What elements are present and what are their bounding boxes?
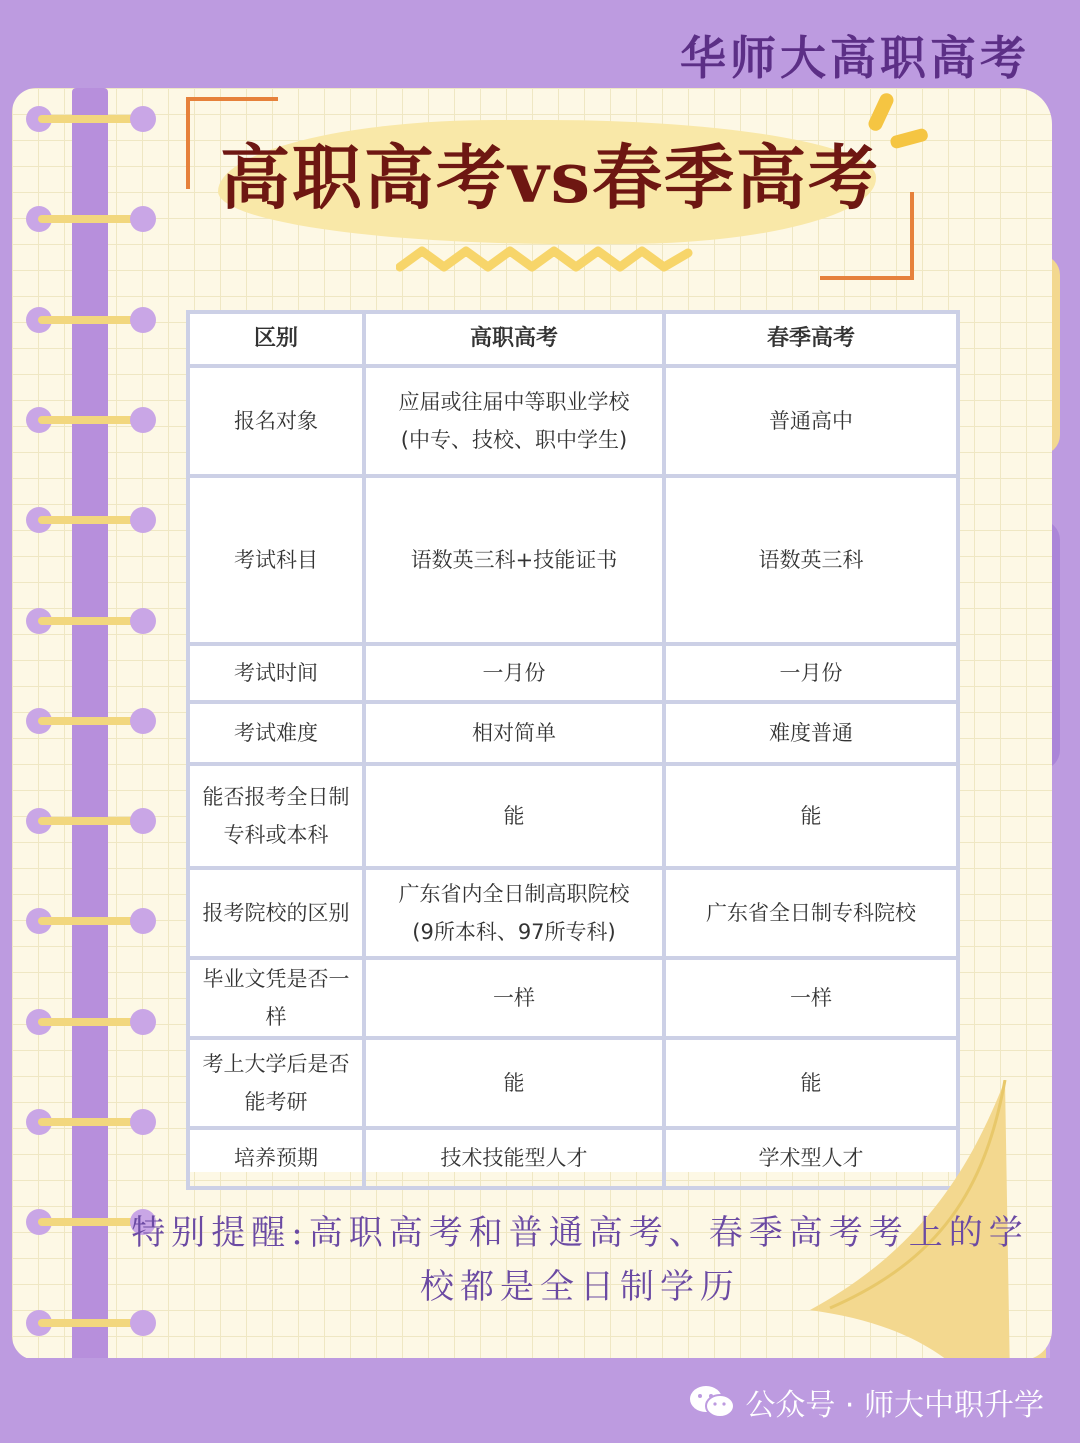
row-label: 报考院校的区别 [188,868,364,958]
row-label: 考上大学后是否能考研 [188,1038,364,1128]
row-label: 考试时间 [188,644,364,702]
table-body [188,366,958,1188]
table-row [188,366,958,476]
binder-ring [26,908,156,934]
cell-vocational [364,958,664,1038]
binder-ring [26,708,156,734]
cell-text: 广东省内全日制高职院校 [398,882,630,906]
header-spring-exam: 春季高考 [664,312,958,366]
cell-text: 能 [800,1071,822,1095]
row-label: 培养预期 [188,1128,364,1188]
table-header-row [188,312,958,366]
corner-line-top [188,97,278,101]
cell-text: 能 [503,1071,525,1095]
comparison-table [186,310,960,1190]
cell-spring [664,476,958,644]
zigzag-decoration [396,243,696,275]
sparkle-icon [862,86,932,166]
cell-vocational [364,644,664,702]
table-row [188,868,958,958]
footer-text: 公众号 · 师大中职升学 [745,1388,1044,1423]
table-row [188,702,958,764]
binder-ring [26,106,156,132]
binder-ring [26,808,156,834]
page-title: 高职高考vs春季高考 [219,136,881,219]
binder-ring [26,507,156,533]
binder-ring [26,206,156,232]
special-reminder: 特别提醒:高职高考和普通高考、春季高考考上的学校都是全日制学历 [131,1213,1029,1307]
corner-line-bottom [820,276,914,280]
binder-ring [26,307,156,333]
cell-spring [664,764,958,868]
comparison-table-container [186,310,956,1172]
row-label: 毕业文凭是否一样 [188,958,364,1038]
cell-spring [664,702,958,764]
table-row [188,764,958,868]
cell-vocational [364,702,664,764]
cell-text: 能 [503,804,525,828]
cell-text: 一月份 [779,661,843,685]
cell-spring [664,958,958,1038]
cell-text: 普通高中 [769,409,853,433]
row-label: 报名对象 [188,366,364,476]
cell-vocational [364,1038,664,1128]
table-row [188,958,958,1038]
row-label: 能否报考全日制专科或本科 [188,764,364,868]
binder-ring [26,1109,156,1135]
cell-text: 语数英三科+技能证书 [410,548,618,572]
cell-text: (9所本科、97所专科) [412,920,616,944]
wechat-icon [689,1385,735,1419]
cell-spring [664,644,958,702]
cell-text: 难度普通 [769,721,853,745]
cell-text: 语数英三科 [758,548,864,572]
header-vocational-exam: 高职高考 [364,312,664,366]
cell-text: 广东省全日制专科院校 [706,901,916,925]
cell-text: 技术技能型人才 [440,1146,588,1170]
footer-account [689,1380,1044,1424]
cell-vocational [364,476,664,644]
cell-text: 应届或往届中等职业学校 [398,390,630,414]
brand-title: 华师大高职高考 [680,31,1030,85]
binder-ring [26,608,156,634]
binder-ring [26,407,156,433]
cell-text: 一样 [493,986,535,1010]
cell-spring [664,366,958,476]
cell-text: 相对简单 [472,721,556,745]
cell-text: 学术型人才 [758,1146,864,1170]
row-label: 考试难度 [188,702,364,764]
cell-text: (中专、技校、职中学生) [400,428,628,452]
binder-ring [26,1009,156,1035]
cell-text: 一样 [790,986,832,1010]
cell-text: 能 [800,804,822,828]
table-row [188,644,958,702]
cell-vocational [364,764,664,868]
header-difference: 区别 [188,312,364,366]
notebook-spine [72,88,108,1390]
row-label: 考试科目 [188,476,364,644]
cell-vocational [364,1128,664,1188]
cell-vocational [364,868,664,958]
table-row [188,476,958,644]
cell-spring [664,868,958,958]
cell-text: 一月份 [482,661,546,685]
cell-vocational [364,366,664,476]
